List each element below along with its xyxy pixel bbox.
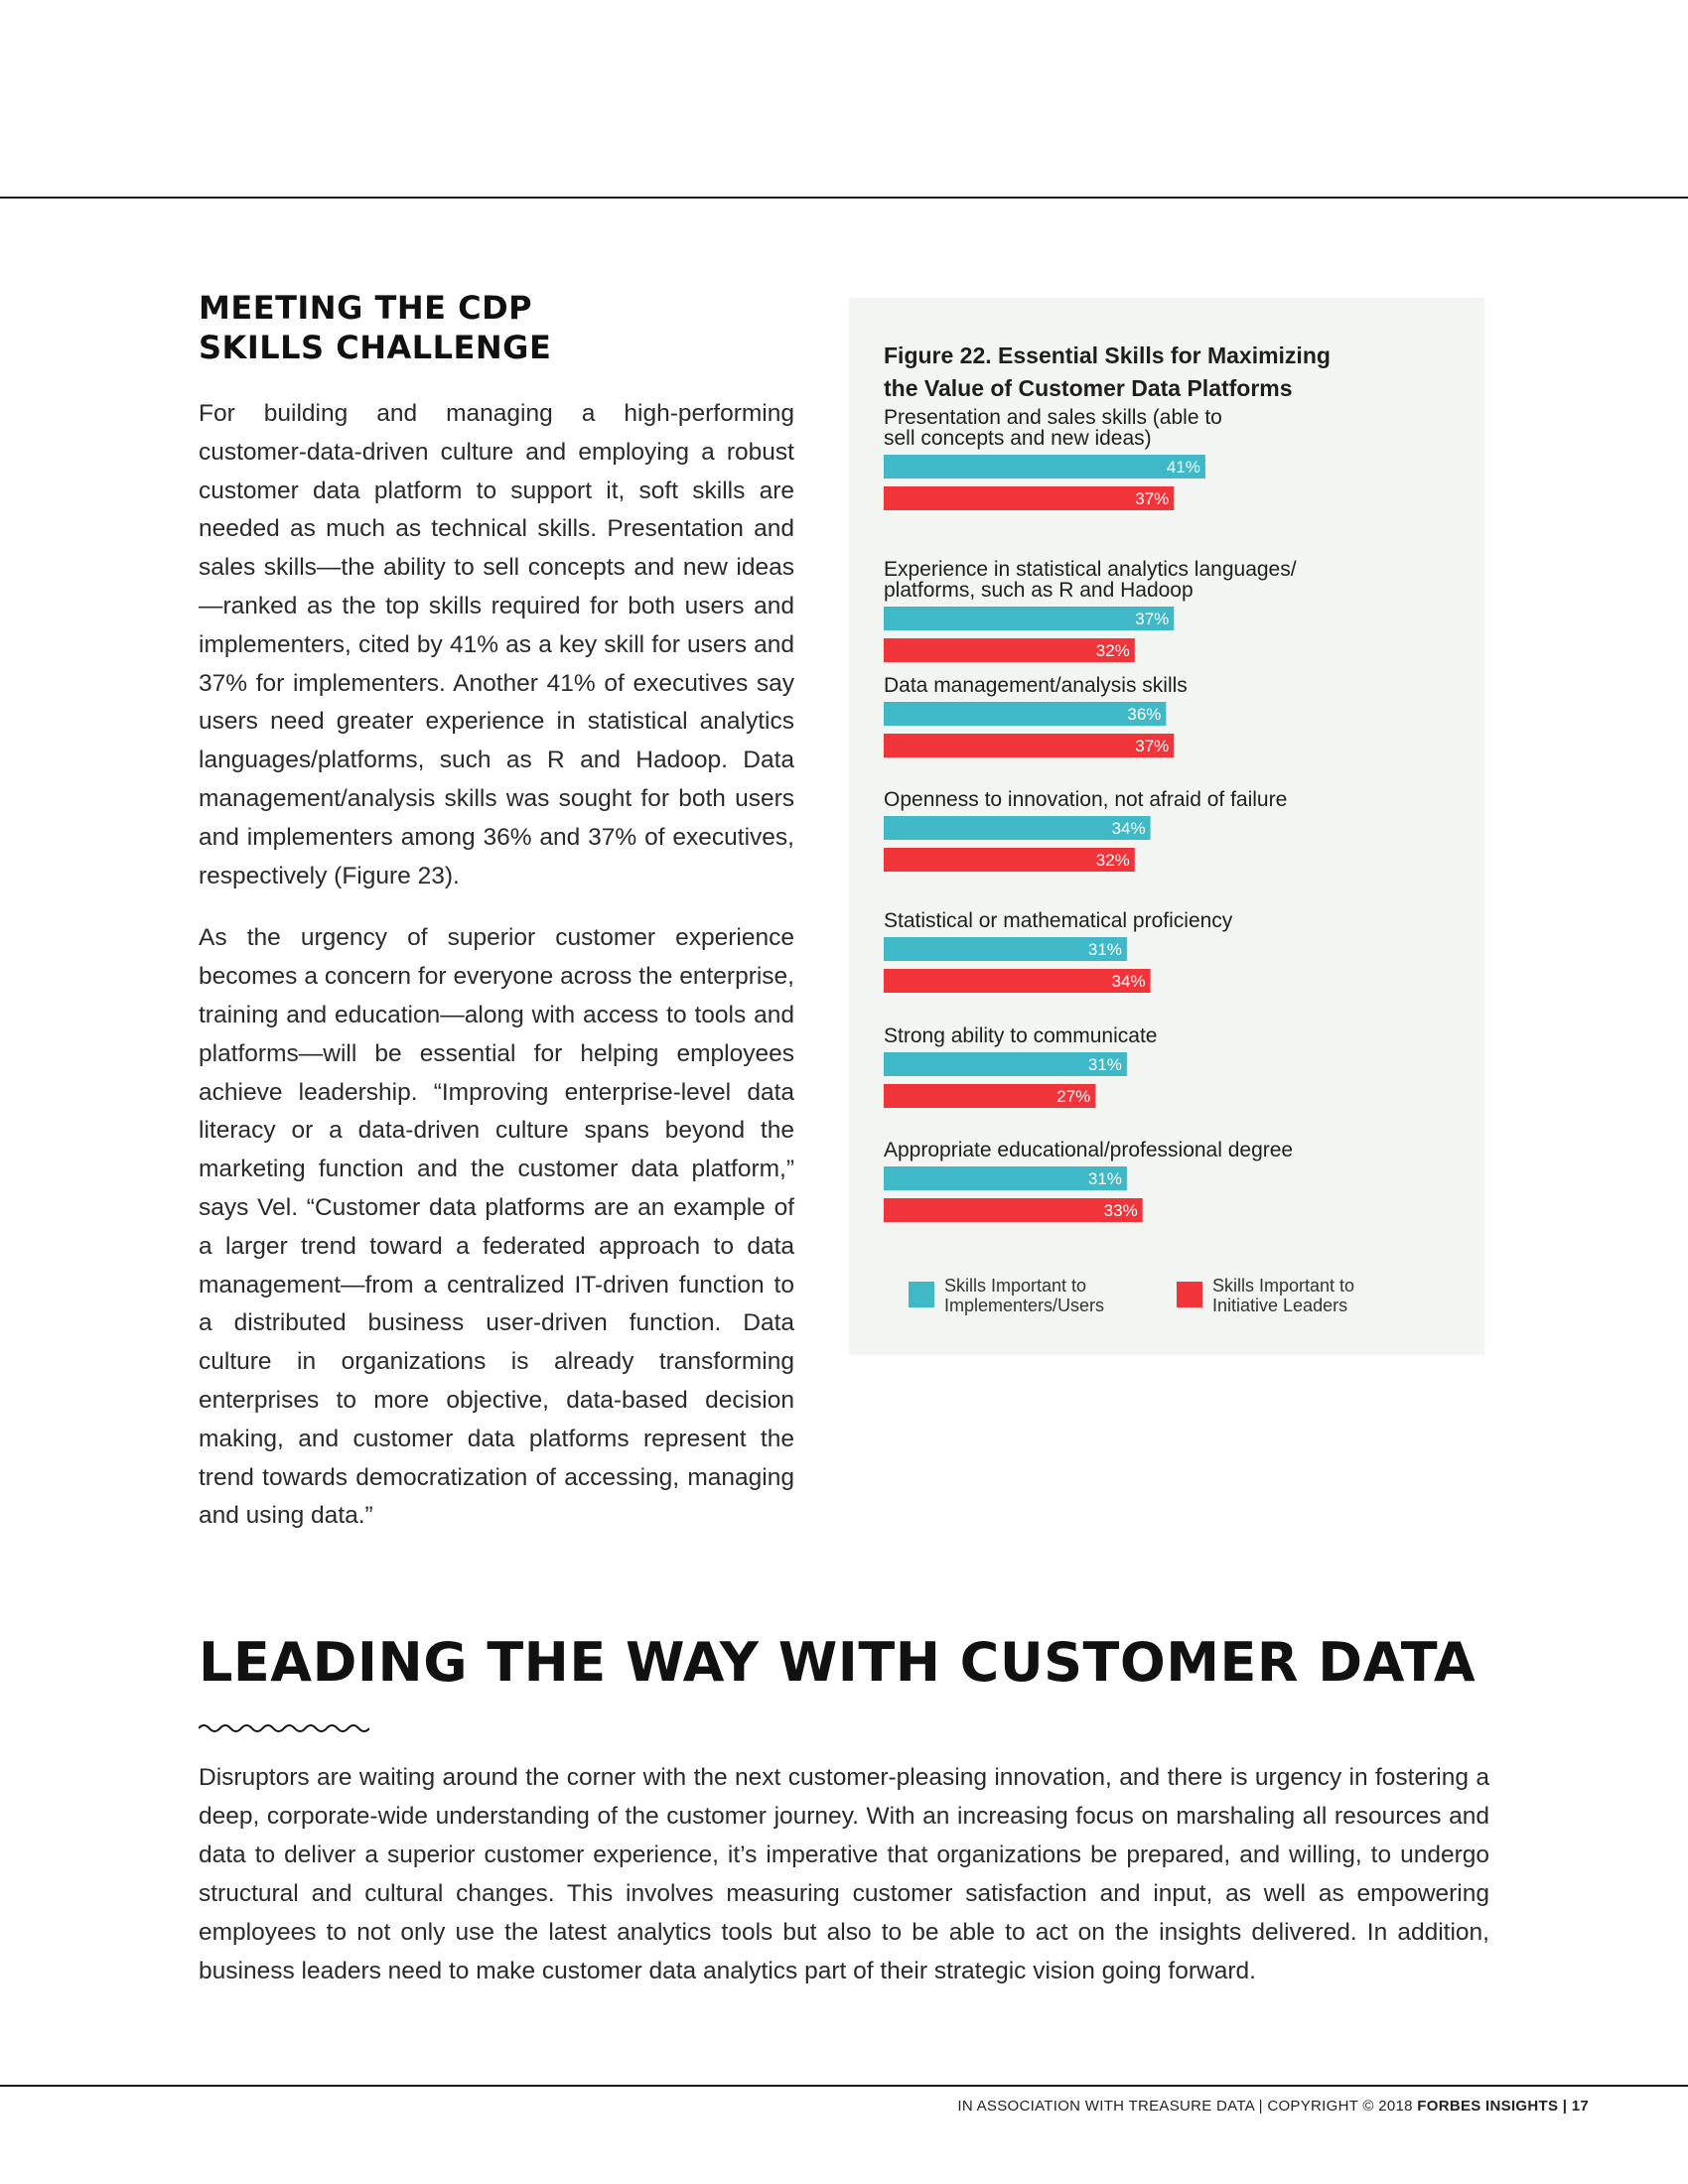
- figure-title-line2: the Value of Customer Data Platforms: [884, 375, 1293, 401]
- section-heading-line2: SKILLS CHALLENGE: [199, 329, 552, 366]
- data-label-leaders-data-management-analysis-skills: 37%: [1135, 737, 1170, 755]
- body-paragraph-1: For building and managing a high-performing customer-data-driven culture and employing a robust customer data platform to support it, soft skills are needed as much as technical skills. Presentation and sales skills—the ability to sell concepts and new ideas—ranked as the top skills required for both users and implementers, cited by 41% as a key skill for users and 37% for implementers. Another 41% of executives say users need greater experience in statistical analytics languages/platforms, such as R and Hadoop. Data management/analysis skills was sought for both users and implementers among 36% and 37% of executives, respectively (Figure 23).: [199, 400, 794, 889]
- data-label-implementers-experience-in-statistical-analytics-lang: 37%: [1135, 610, 1170, 628]
- bar-implementers-experience-in-statistical-analytics-lang: [884, 607, 1174, 630]
- category-label-presentation-and-sales-skills-able-to-se: sell concepts and new ideas): [884, 427, 1152, 450]
- section-heading-line1: MEETING THE CDP: [199, 289, 533, 327]
- data-label-implementers-appropriate-educational-professional-deg: 31%: [1087, 1169, 1122, 1188]
- data-label-leaders-presentation-and-sales-skills-able-to-se: 37%: [1135, 489, 1170, 508]
- data-label-implementers-strong-ability-to-communicate: 31%: [1087, 1055, 1122, 1074]
- legend-swatch-leaders: [1177, 1282, 1202, 1307]
- bar-implementers-openness-to-innovation-not-afraid-of-fai: [884, 816, 1151, 840]
- footer-credit: IN ASSOCIATION WITH TREASURE DATA | COPYRIGHT © 2018: [957, 2098, 1413, 2115]
- page-number: | 17: [1562, 2098, 1589, 2115]
- category-label-statistical-or-mathematical-proficiency: Statistical or mathematical proficiency: [884, 909, 1233, 932]
- legend-label-leaders: Skills Important to Initiative Leaders: [1212, 1276, 1355, 1315]
- legend-swatch-implementers: [909, 1282, 934, 1307]
- data-label-implementers-openness-to-innovation-not-afraid-of-fai: 34%: [1111, 819, 1146, 838]
- category-label-experience-in-statistical-analytics-lang: platforms, such as R and Hadoop: [884, 579, 1194, 602]
- data-label-implementers-data-management-analysis-skills: 36%: [1127, 705, 1162, 724]
- data-label-leaders-strong-ability-to-communicate: 27%: [1056, 1087, 1091, 1106]
- bar-leaders-presentation-and-sales-skills-able-to-se: [884, 486, 1174, 510]
- data-label-leaders-experience-in-statistical-analytics-lang: 32%: [1095, 641, 1130, 660]
- figure-22-panel: [849, 298, 1484, 1355]
- category-label-appropriate-educational-professional-deg: Appropriate educational/professional degree: [884, 1139, 1294, 1161]
- data-label-leaders-appropriate-educational-professional-deg: 33%: [1103, 1201, 1138, 1220]
- data-label-leaders-openness-to-innovation-not-afraid-of-fai: 32%: [1095, 851, 1130, 870]
- category-label-data-management-analysis-skills: Data management/analysis skills: [884, 674, 1188, 697]
- data-label-leaders-statistical-or-mathematical-proficiency: 34%: [1111, 972, 1146, 991]
- body-paragraph-2: As the urgency of superior customer experience becomes a concern for everyone across the enterprise, training and education—along with access to tools and platforms—will be essential for helping employees achieve leadership. “Improving enterprise-level data literacy or a data-driven culture spans beyond the marketing function and the customer data platform,” says Vel. “Customer data platforms are an example of a larger trend toward a federated approach to data management—from a centralized IT-driven function to a distributed business user-driven function. Data culture in organizations is already transforming enterprises to more objective, data-based decision making, and customer data platforms represent the trend towards democratization of accessing, managing and using data.”: [199, 924, 794, 1530]
- body-column: [199, 395, 794, 1560]
- page-footer: [695, 2097, 1589, 2116]
- category-label-openness-to-innovation-not-afraid-of-fai: Openness to innovation, not afraid of failure: [884, 788, 1288, 811]
- section2-heading: LEADING THE WAY WITH CUSTOMER DATA: [199, 1631, 1477, 1694]
- footer-brand: FORBES INSIGHTS: [1417, 2098, 1559, 2115]
- bar-implementers-presentation-and-sales-skills-able-to-se: [884, 455, 1205, 478]
- wavy-divider: [199, 1721, 369, 1735]
- data-label-implementers-presentation-and-sales-skills-able-to-se: 41%: [1166, 458, 1200, 477]
- category-label-strong-ability-to-communicate: Strong ability to communicate: [884, 1024, 1158, 1047]
- bar-leaders-statistical-or-mathematical-proficiency: [884, 969, 1151, 993]
- section2-paragraph: Disruptors are waiting around the corner with the next customer-pleasing innovation, and there is urgency in fostering a deep, corporate-wide understanding of the customer journey. With an increasing focus on marshaling all resources and data to deliver a superior customer experience, it’s imperative that organizations be prepared, and willing, to undergo structural and cultural changes. This involves measuring customer satisfaction and input, as well as empowering employees to not only use the latest analytics tools but also to be able to act on the insights delivered. In addition, business leaders need to make customer data analytics part of their strategic vision going forward.: [199, 1764, 1489, 1984]
- bar-implementers-data-management-analysis-skills: [884, 702, 1166, 726]
- skills-bar-chart: [849, 298, 1484, 1355]
- data-label-implementers-statistical-or-mathematical-proficiency: 31%: [1087, 940, 1122, 959]
- figure-title-line1: Figure 22. Essential Skills for Maximizing: [884, 342, 1331, 368]
- bar-leaders-data-management-analysis-skills: [884, 734, 1174, 757]
- footer-rule: [0, 2085, 1688, 2087]
- category-label-presentation-and-sales-skills-able-to-se: Presentation and sales skills (able to: [884, 406, 1222, 429]
- legend-label-implementers: Skills Important to Implementers/Users: [944, 1276, 1105, 1315]
- category-label-experience-in-statistical-analytics-lang: Experience in statistical analytics languages/: [884, 558, 1297, 581]
- section-heading: [199, 288, 794, 367]
- header-rule: [0, 197, 1688, 199]
